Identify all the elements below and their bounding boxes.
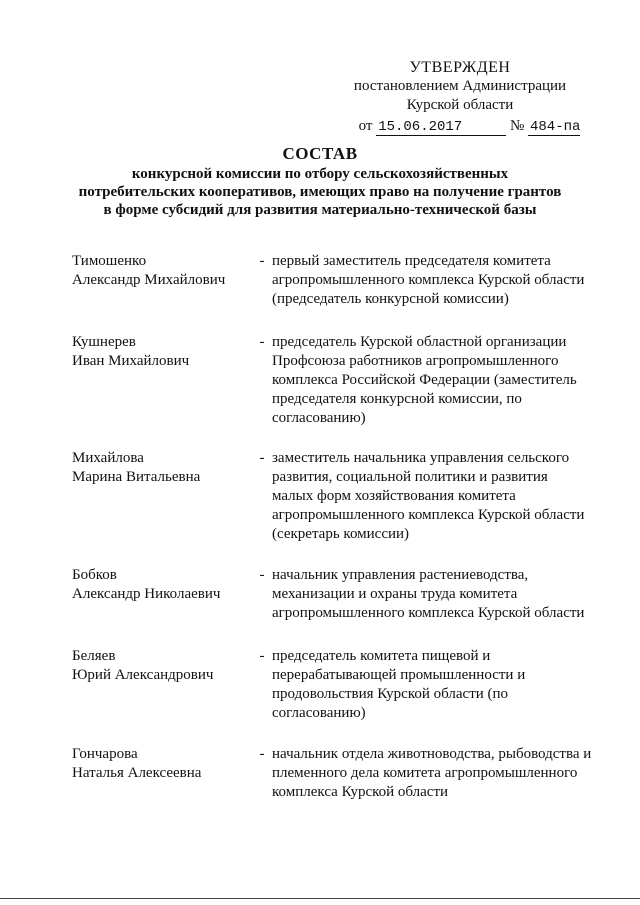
member-role: первый заместитель председателя комитета агропромышленного комплекса Курской области (председатель конкурсной комиссии) xyxy=(272,253,585,307)
heading-line-2: потребительских кооперативов, имеющих право на получение грантов xyxy=(78,184,562,200)
member-dash: - xyxy=(259,567,265,583)
member-role: начальник управления растениеводства, механизации и охраны труда комитета агропромышленного комплекса Курской области xyxy=(272,567,585,621)
member-dash: - xyxy=(259,648,265,664)
approval-title: УТВЕРЖДЕН xyxy=(409,59,511,76)
member-row xyxy=(72,449,592,544)
member-name xyxy=(72,333,254,428)
member-surname: Гончарова xyxy=(72,746,138,762)
member-role: председатель Курской областной организации Профсоюза работников агропромышленного комплекса Российской Федерации (заместитель председателя конкурсной комиссии, по согласованию) xyxy=(272,334,577,426)
member-row xyxy=(72,252,592,309)
member-dash: - xyxy=(259,253,265,269)
member-given-name: Александр Николаевич xyxy=(72,586,221,602)
heading-line-3: в форме субсидий для развития материально-технической базы xyxy=(103,202,537,218)
heading-main: СОСТАВ xyxy=(282,144,358,163)
member-surname: Тимошенко xyxy=(72,253,147,269)
member-dash: - xyxy=(259,746,265,762)
member-dash: - xyxy=(259,450,265,466)
member-surname: Кушнерев xyxy=(72,334,136,350)
member-given-name: Иван Михайлович xyxy=(72,353,190,369)
member-surname: Михайлова xyxy=(72,450,144,466)
document-heading xyxy=(60,145,580,219)
member-name xyxy=(72,566,254,623)
member-row xyxy=(72,333,592,428)
approval-date-line xyxy=(340,117,580,136)
member-role: заместитель начальника управления сельского развития, социальной политики и развития малых форм хозяйствования комитета агропромышленного комплекса Курской области (секретарь комиссии) xyxy=(272,450,585,542)
member-given-name: Наталья Алексеевна xyxy=(72,765,202,781)
member-given-name: Александр Михайлович xyxy=(72,272,226,288)
member-dash: - xyxy=(259,334,265,350)
member-name xyxy=(72,252,254,309)
members-list xyxy=(72,252,592,802)
approval-stamp xyxy=(340,58,580,136)
approval-line-2: Курской области xyxy=(406,97,514,113)
approval-number: 484-па xyxy=(530,119,581,135)
member-name xyxy=(72,449,254,544)
member-role: начальник отдела животноводства, рыбоводства и племенного дела комитета агропромышленного комплекса Курской области xyxy=(272,746,592,800)
approval-date: 15.06.2017 xyxy=(376,119,506,136)
member-role: председатель комитета пищевой и перерабатывающей промышленности и продовольствия Курской области (по согласованию) xyxy=(272,648,526,721)
member-surname: Беляев xyxy=(72,648,116,664)
member-row xyxy=(72,566,592,623)
member-row xyxy=(72,745,592,802)
member-name xyxy=(72,647,254,723)
approval-line-1: постановлением Администрации xyxy=(353,78,567,94)
heading-line-1: конкурсной комиссии по отбору сельскохозяйственных xyxy=(131,166,509,182)
member-given-name: Юрий Александрович xyxy=(72,667,214,683)
page-bottom-rule xyxy=(0,898,640,899)
number-prefix: № xyxy=(509,118,525,134)
member-surname: Бобков xyxy=(72,567,117,583)
member-row xyxy=(72,647,592,723)
member-name xyxy=(72,745,254,802)
date-prefix: от xyxy=(358,118,373,134)
member-given-name: Марина Витальевна xyxy=(72,469,201,485)
